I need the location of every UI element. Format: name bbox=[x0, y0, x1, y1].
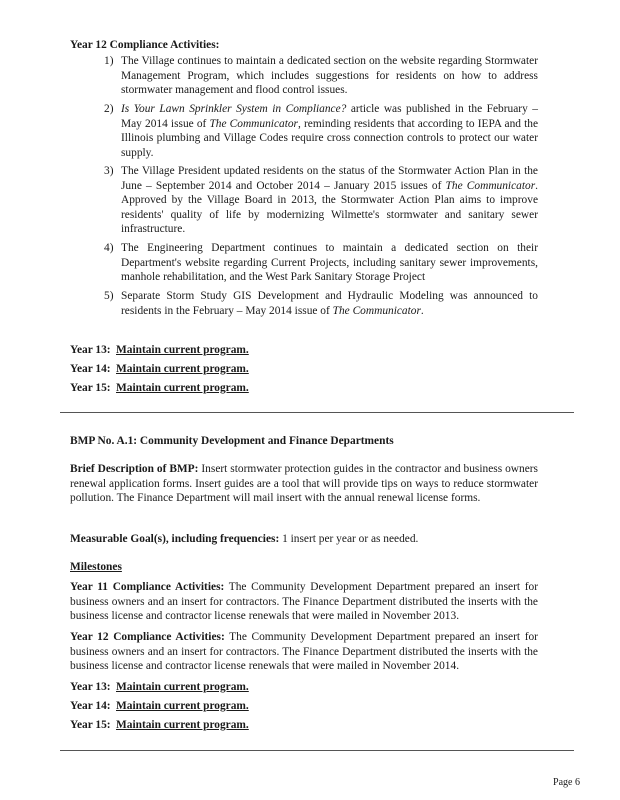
bmp-title: BMP No. A.1: Community Development and Finance Departments bbox=[70, 435, 394, 447]
divider bbox=[60, 750, 574, 751]
year13-row: Year 13: Maintain current program. bbox=[70, 681, 249, 693]
divider bbox=[60, 412, 574, 413]
page-number: Page 6 bbox=[553, 777, 580, 788]
year12-activities: Year 12 Compliance Activities: The Community Development Department prepared an insert for business owners and an insert for contractors. The Finance Department distributed the inserts with the business license and contractor license renewals that were mailed in November 2014. bbox=[70, 631, 538, 673]
year12-heading: Year 12 Compliance Activities: bbox=[70, 39, 220, 51]
list-item: 2) Is Your Lawn Sprinkler System in Compliance? article was published in the February – May 2014 issue of The Communicator, reminding residents that according to IEPA and the Illinois plumbing and Village Codes require cross connection controls to protect our water supply. bbox=[104, 103, 538, 159]
activities-list bbox=[104, 54, 538, 322]
list-item: 1) The Village continues to maintain a dedicated section on the website regarding Stormwater Management Program, which includes suggestions for residents on how to address stormwater management and flood control issues. bbox=[104, 55, 538, 97]
list-item: 4) The Engineering Department continues to maintain a dedicated section on their Department's website regarding Current Projects, including sanitary sewer improvements, manhole rehabilitation, and the West Park Sanitary Storage Project bbox=[104, 242, 538, 284]
year14-row: Year 14: Maintain current program. bbox=[70, 363, 249, 375]
year14-row: Year 14: Maintain current program. bbox=[70, 700, 249, 712]
year13-row: Year 13: Maintain current program. bbox=[70, 344, 249, 356]
year15-row: Year 15: Maintain current program. bbox=[70, 719, 249, 731]
brief-description: Brief Description of BMP: Insert stormwater protection guides in the contractor and business owners renewal application forms. Insert guides are a tool that will provide tips on ways to reduce stormwater pollution. The Finance Department will mail insert with the annual renewal license forms. bbox=[70, 463, 538, 505]
year11-activities: Year 11 Compliance Activities: The Community Development Department prepared an insert for business owners and an insert for contractors. The Finance Department distributed the inserts with the business license and contractor license renewals that were mailed in November 2013. bbox=[70, 581, 538, 623]
measurable-goal: Measurable Goal(s), including frequencies: 1 insert per year or as needed. bbox=[70, 533, 419, 545]
list-item: 3) The Village President updated residents on the status of the Stormwater Action Plan in the June – September 2014 and October 2014 – January 2015 issues of The Communicator. Approved by the Village Board in 2013, the Stormwater Action Plan aims to improve residents' quality of life by modernizing Wilmette's stormwater and sanitary sewer infrastructure. bbox=[104, 165, 538, 236]
year15-row: Year 15: Maintain current program. bbox=[70, 382, 249, 394]
list-item: 5) Separate Storm Study GIS Development and Hydraulic Modeling was announced to residents in the February – May 2014 issue of The Communicator. bbox=[104, 290, 538, 317]
milestones-heading: Milestones bbox=[70, 561, 122, 573]
